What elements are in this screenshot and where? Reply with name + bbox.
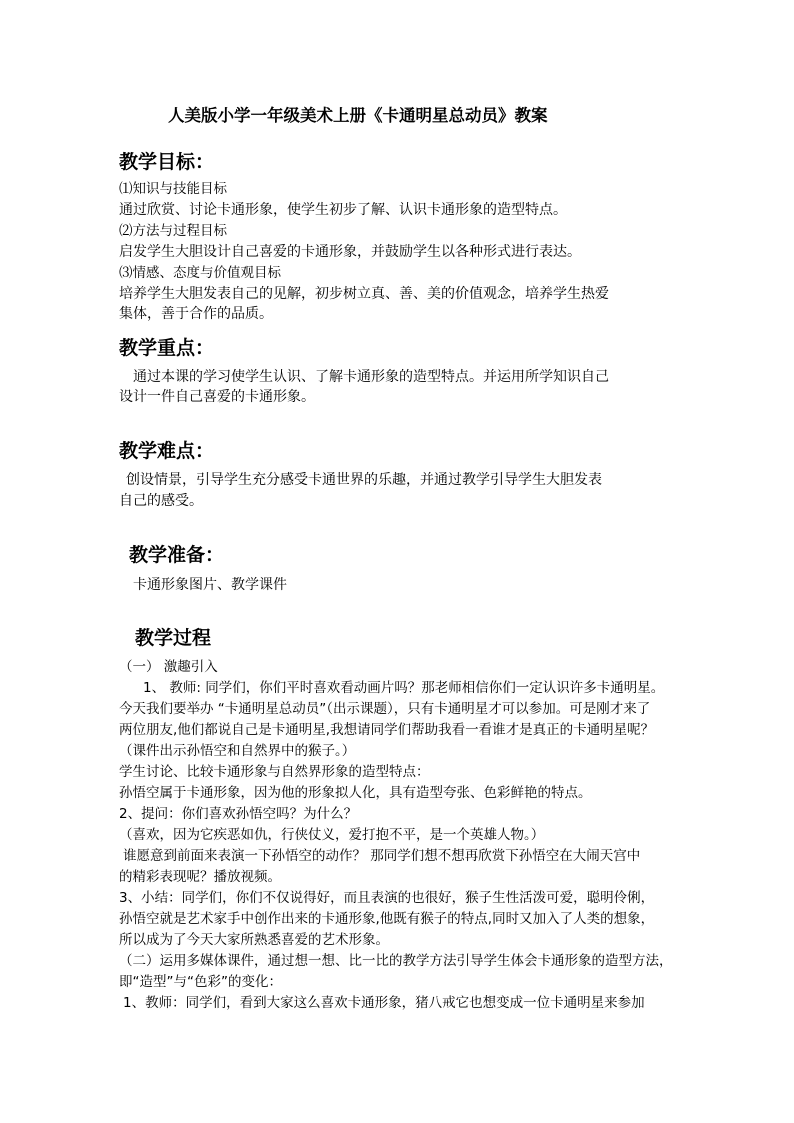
document-title: 人美版小学一年级美术上册《卡通明星总动员》教案 xyxy=(168,106,548,125)
heading-objectives: 教学目标： xyxy=(119,151,215,173)
objective-2-label: ⑵方法与过程目标 xyxy=(119,223,227,239)
process-line-9: （喜欢，因为它疾恶如仇，行侠仗义，爱打抱不平，是一个英雄人物。） xyxy=(119,827,545,843)
focus-text-line-2: 设计一件自己喜爱的卡通形象。 xyxy=(119,389,315,405)
process-line-5: （课件出示孙悟空和自然界中的猴子。） xyxy=(119,743,356,759)
process-line-8: 2、提问：你们喜欢孙悟空吗？为什么？ xyxy=(119,806,358,822)
heading-preparation: 教学准备： xyxy=(129,544,225,566)
process-line-4: 两位朋友,他们都说自己是卡通明星,我想请同学们帮助我看一看谁才是真正的卡通明星呢？ xyxy=(119,722,655,738)
process-line-14: 所以成为了今天大家所熟悉喜爱的艺术形象。 xyxy=(119,932,389,948)
process-line-15: （二）运用多媒体课件，通过想一想、比一比的教学方法引导学生体会卡通形象的造型方法， xyxy=(119,953,673,969)
heading-difficulty: 教学难点： xyxy=(119,440,215,462)
preparation-text: 卡通形象图片、教学课件 xyxy=(133,577,287,593)
objective-3-label: ⑶情感、态度与价值观目标 xyxy=(119,265,281,281)
process-line-12: 3、小结：同学们，你们不仅说得好，而且表演的也很好，猴子生性活泼可爱，聪明伶俐， xyxy=(119,890,655,906)
difficulty-text-line-2: 自己的感受。 xyxy=(119,493,203,509)
process-line-7: 孙悟空属于卡通形象，因为他的形象拟人化，具有造型夸张、色彩鲜艳的特点。 xyxy=(119,785,592,801)
objective-1-label: ⑴知识与技能目标 xyxy=(119,181,227,197)
objective-3-text-line-1: 培养学生大胆发表自己的见解，初步树立真、善、美的价值观念，培养学生热爱 xyxy=(119,286,609,302)
focus-text-line-1: 通过本课的学习使学生认识、了解卡通形象的造型特点。并运用所学知识自己 xyxy=(133,369,609,385)
heading-focus: 教学重点： xyxy=(119,337,215,359)
process-line-16: 即“造型”与“色彩”的变化： xyxy=(119,974,282,990)
process-line-11: 的精彩表现呢？播放视频。 xyxy=(119,869,281,885)
heading-process: 教学过程 xyxy=(135,627,212,649)
objective-3-text-line-2: 集体，善于合作的品质。 xyxy=(119,306,273,322)
process-line-1: （一） 激趣引入 xyxy=(119,659,218,675)
process-line-6: 学生讨论、比较卡通形象与自然界形象的造型特点： xyxy=(119,764,430,780)
process-line-13: 孙悟空就是艺术家手中创作出来的卡通形象,他既有猴子的特点,同时又加入了人类的想象， xyxy=(119,911,655,927)
process-line-17: 1、教师：同学们，看到大家这么喜欢卡通形象，猪八戒它也想变成一位卡通明星来参加 xyxy=(123,995,645,1011)
difficulty-text-line-1: 创设情景，引导学生充分感受卡通世界的乐趣，并通过教学引导学生大胆发表 xyxy=(126,472,602,488)
process-line-10: 谁愿意到前面来表演一下孙悟空的动作？ 那同学们想不想再欣赏下孙悟空在大闹天宫中 xyxy=(123,848,641,864)
process-line-2: 1、 教师: 同学们，你们平时喜欢看动画片吗？那老师相信你们一定认识许多卡通明星。 xyxy=(143,680,665,696)
objective-2-text: 启发学生大胆设计自己喜爱的卡通形象，并鼓励学生以各种形式进行表达。 xyxy=(119,244,581,260)
objective-1-text: 通过欣赏、讨论卡通形象，使学生初步了解、认识卡通形象的造型特点。 xyxy=(119,202,567,218)
process-line-3: 今天我们要举办 “卡通明星总动员”（出示课题），只有卡通明星才可以参加。可是刚才来了 xyxy=(119,701,651,717)
